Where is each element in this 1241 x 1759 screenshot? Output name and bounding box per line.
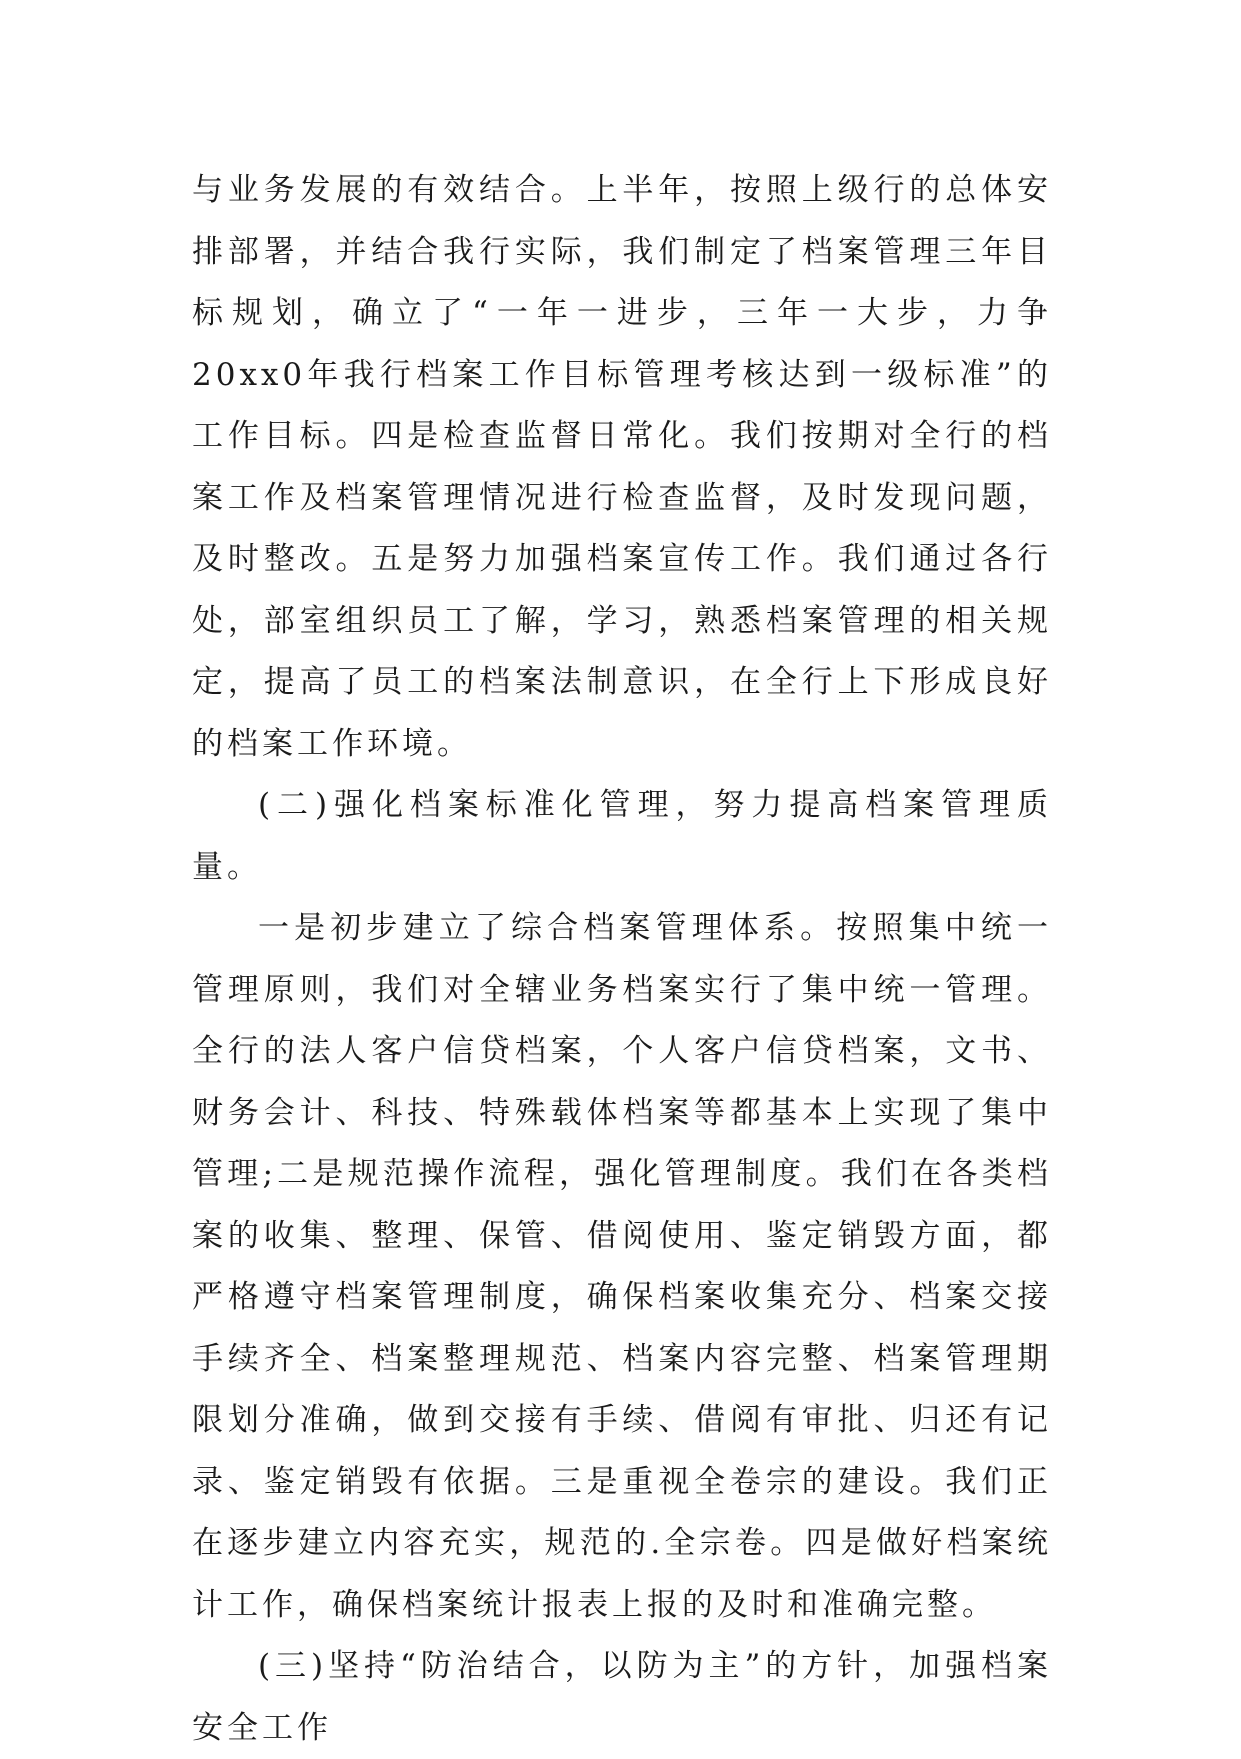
paragraph-management-system: 一是初步建立了综合档案管理体系。按照集中统一管理原则，我们对全辖业务档案实行了集中统一管理。全行的法人客户信贷档案，个人客户信贷档案，文书、财务会计、科技、特殊载体档案等都基本上实现了集中管理;二是规范操作流程，强化管理制度。我们在各类档案的收集、整理、保管、借阅使用、鉴定销毁方面，都严格遵守档案管理制度，确保档案收集充分、档案交接手续齐全、档案整理规范、档案内容完整、档案管理期限划分准确，做到交接有手续、借阅有审批、归还有记录、鉴定销毁有依据。三是重视全卷宗的建设。我们正在逐步建立内容充实，规范的.全宗卷。四是做好档案统计工作，确保档案统计报表上报的及时和准确完整。 (192, 910, 1052, 1623)
section-heading-3: (三)坚持“防治结合，以防为主”的方针，加强档案安全工作 (192, 1648, 1052, 1746)
section-heading-2: (二)强化档案标准化管理，努力提高档案管理质量。 (192, 787, 1052, 885)
body-text (192, 160, 1052, 1759)
paragraph-continuation: 与业务发展的有效结合。上半年，按照上级行的总体安排部署，并结合我行实际，我们制定了档案管理三年目标规划，确立了“一年一进步，三年一大步，力争20xx0年我行档案工作目标管理考核达到一级标准”的工作目标。四是检查监督日常化。我们按期对全行的档案工作及档案管理情况进行检查监督，及时发现问题，及时整改。五是努力加强档案宣传工作。我们通过各行处，部室组织员工了解，学习，熟悉档案管理的相关规定，提高了员工的档案法制意识，在全行上下形成良好的档案工作环境。 (192, 172, 1052, 762)
